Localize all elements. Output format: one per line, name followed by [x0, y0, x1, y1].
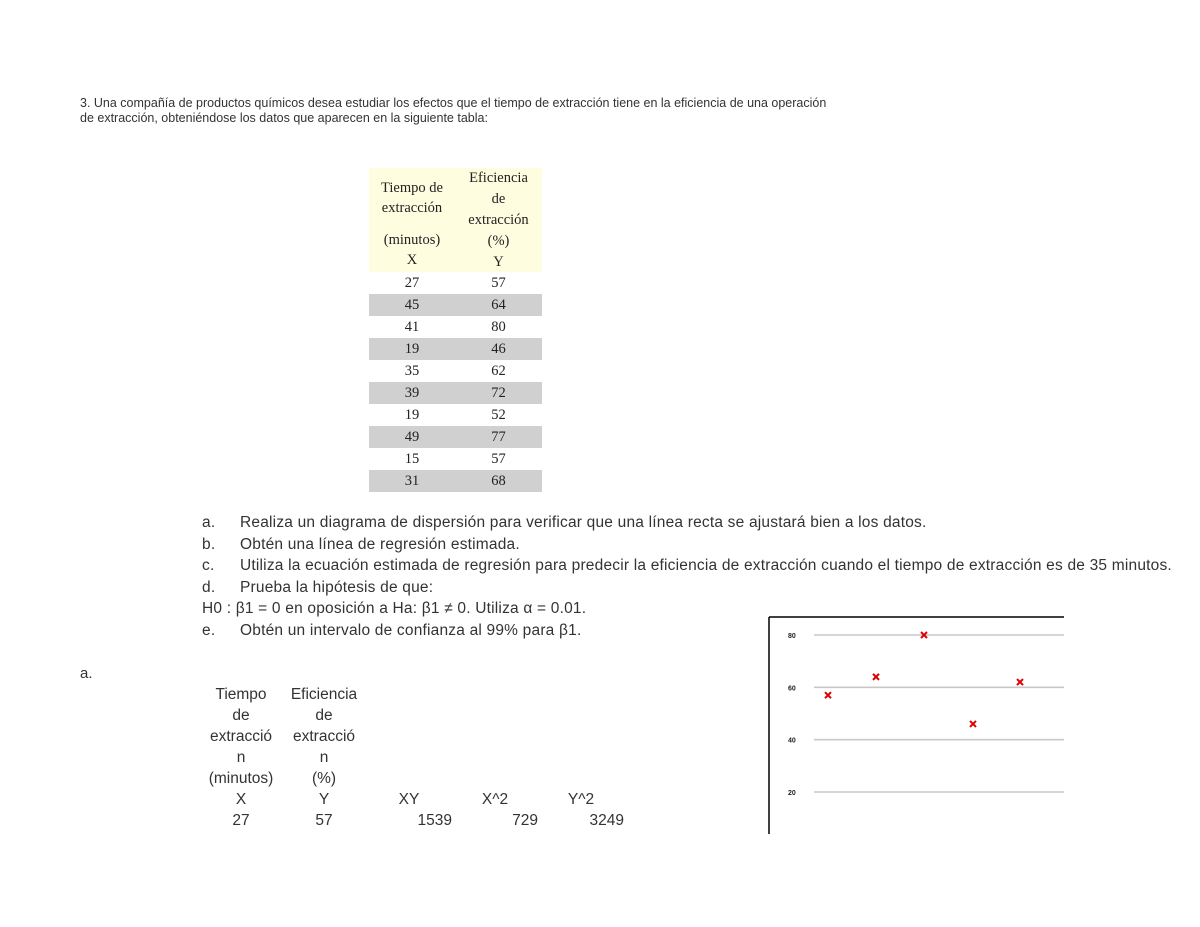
table-row: [369, 272, 542, 294]
table-row: [369, 360, 542, 382]
question-item: [202, 555, 1172, 577]
table-row: [369, 338, 542, 360]
cell-y: 52: [491, 407, 506, 423]
scatter-chart: [768, 616, 1064, 834]
question-letter: e.: [202, 621, 216, 639]
cell-x: 31: [369, 470, 455, 492]
table-header-y: [455, 168, 542, 272]
calc-header-x2: X^2: [481, 791, 509, 808]
table-row: [369, 382, 542, 404]
table-row: [369, 404, 542, 426]
table-row: [369, 470, 542, 492]
data-point: [970, 721, 976, 727]
question-item: [202, 534, 1064, 556]
problem-statement: [80, 96, 1000, 126]
cell-x: 45: [369, 294, 455, 316]
cell-y: 46: [455, 338, 542, 360]
question-text: Obtén una línea de regresión estimada.: [240, 535, 520, 553]
calc-row: [200, 810, 624, 831]
cell-x: 15: [404, 451, 420, 467]
data-point: [1017, 679, 1023, 685]
data-point: [873, 674, 879, 680]
question-letter: b.: [202, 535, 216, 553]
question-text: H0 : β1 = 0 en oposición a Ha: β1 ≠ 0. Utiliza α = 0.01.: [202, 600, 587, 617]
calc-header-x: [200, 684, 282, 810]
question-item: [202, 512, 1064, 534]
cell-y: 80: [491, 319, 506, 335]
table-header-x: [369, 168, 455, 272]
question-text: Utiliza la ecuación estimada de regresión para predecir la eficiencia de extracción cuando el tiempo de extracción es de 35 minutos.: [240, 557, 1172, 574]
cell-y: 68: [455, 470, 542, 492]
calc-header-x-line: (minutos): [208, 770, 274, 787]
y-tick-label: 40: [788, 737, 796, 745]
cell-x: 19: [369, 338, 455, 360]
cell-y: 72: [455, 382, 542, 404]
question-text: Realiza un diagrama de dispersión para verificar que una línea recta se ajustará bien a los datos.: [240, 514, 927, 531]
calc-header-x-line: extracció: [209, 728, 273, 745]
calc-cell-y2: 3249: [589, 812, 624, 829]
calc-cell-x: 27: [232, 812, 250, 829]
cell-y: 62: [491, 363, 506, 379]
calc-cell-y: 57: [315, 812, 333, 829]
question-text: Prueba la hipótesis de que:: [240, 578, 434, 596]
cell-x: 49: [369, 426, 455, 448]
header-y-line: Y: [493, 254, 504, 270]
calc-header-y-line: n: [319, 749, 329, 766]
problem-line-1: 3. Una compañía de productos químicos desea estudiar los efectos que el tiempo de extracción tiene en la eficiencia de una operación: [80, 96, 827, 110]
table-row: [369, 448, 542, 470]
calc-header-y-line: (%): [311, 770, 337, 787]
cell-y: 57: [491, 451, 506, 467]
cell-y: 77: [455, 426, 542, 448]
table-row: [369, 316, 542, 338]
question-letter: d.: [202, 578, 216, 596]
table-row: [369, 426, 542, 448]
calc-header-x-line: n: [236, 749, 246, 766]
question-letter: c.: [202, 557, 215, 574]
cell-x: 41: [404, 319, 420, 335]
y-tick-label: 80: [788, 633, 796, 640]
header-y-line: de: [491, 191, 506, 207]
calc-header-y: [282, 684, 366, 810]
cell-x: 39: [369, 382, 455, 404]
calc-header-y-line: Y: [318, 791, 330, 808]
calc-table: [200, 684, 624, 831]
calc-header-x-line: X: [235, 791, 247, 808]
cell-y: 64: [455, 294, 542, 316]
section-a-label: a.: [80, 665, 93, 682]
cell-x: 19: [404, 407, 420, 423]
header-y-line: extracción: [468, 212, 529, 228]
calc-header-y2: Y^2: [567, 791, 595, 808]
header-x-line: extracción: [381, 200, 443, 216]
calc-header-y-line: de: [315, 707, 333, 724]
data-table: [369, 168, 542, 492]
header-x-line: (minutos): [383, 232, 441, 248]
cell-x: 27: [404, 275, 420, 291]
header-x-line: X: [406, 252, 418, 268]
cell-x: 35: [404, 363, 420, 379]
calc-header-xy: XY: [398, 791, 420, 808]
header-y-line: (%): [487, 233, 510, 249]
calc-header-row: [200, 684, 624, 810]
calc-header-y-line: extracció: [292, 728, 356, 745]
question-item: [202, 577, 1064, 599]
calc-header-y-line: Eficiencia: [290, 686, 358, 703]
y-tick-label: 20: [788, 790, 796, 797]
question-text: Obtén un intervalo de confianza al 99% para β1.: [240, 621, 582, 639]
calc-cell-xy: 1539: [417, 812, 452, 829]
y-tick-label: 60: [788, 685, 796, 693]
header-y-line: Eficiencia: [469, 170, 528, 186]
data-point: [825, 692, 831, 698]
calc-header-x-line: Tiempo: [215, 686, 267, 703]
table-row: [369, 294, 542, 316]
calc-cell-x2: 729: [512, 812, 538, 829]
cell-y: 57: [491, 275, 506, 291]
problem-line-2: de extracción, obteniéndose los datos que aparecen en la siguiente tabla:: [80, 111, 488, 125]
question-letter: a.: [202, 514, 216, 531]
calc-header-x-line: de: [232, 707, 250, 724]
header-x-line: Tiempo de: [381, 180, 443, 196]
